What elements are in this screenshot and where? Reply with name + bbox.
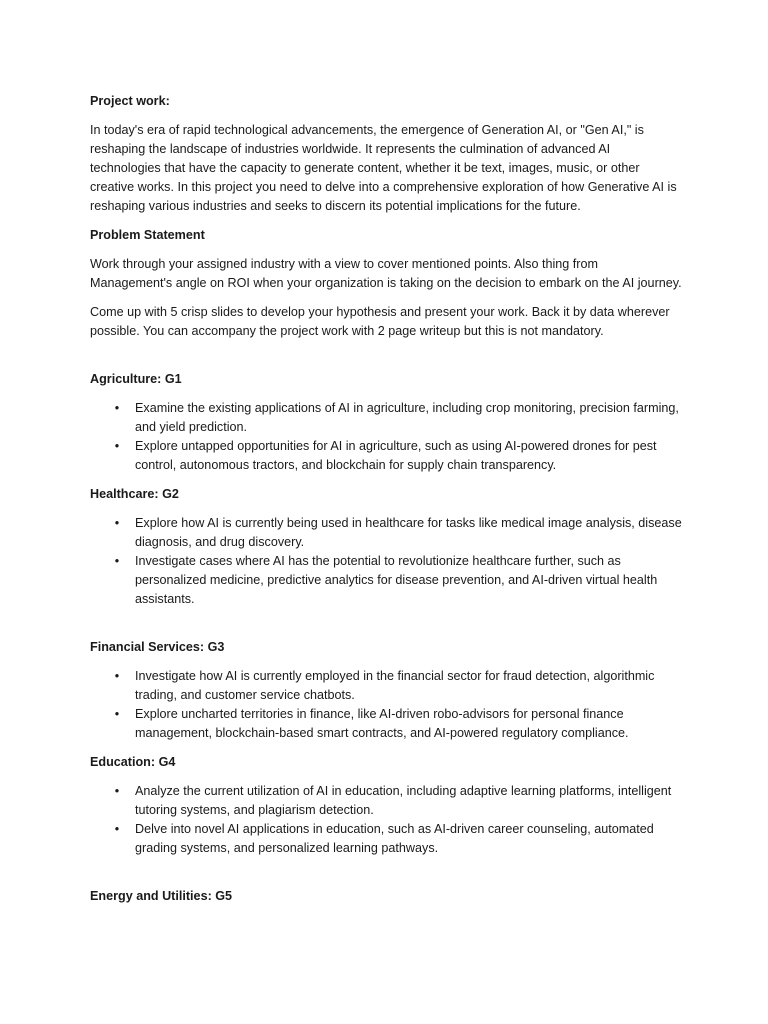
section-heading: Education: G4 [90,755,176,769]
list-item [90,514,682,552]
bullet-icon: • [114,822,120,836]
section-financial-services [90,638,682,743]
section-heading: Healthcare: G2 [90,487,179,501]
bullet-icon: • [114,439,120,453]
bullet-list [90,399,682,475]
list-item-text: Delve into novel AI applications in education, such as AI-driven career counseling, automated grading systems, and personalized learning pathways. [135,822,654,855]
section-healthcare [90,485,682,609]
section-heading: Agriculture: G1 [90,372,182,386]
section-energy-utilities [90,887,682,906]
problem-paragraph-1: Work through your assigned industry with a view to cover mentioned points. Also thing from Management's angle on ROI when your organization is taking on the decision to embark on the AI journey. [90,257,682,290]
bullet-list [90,782,682,858]
bullet-icon: • [114,669,120,683]
list-item [90,782,682,820]
list-item-text: Investigate how AI is currently employed in the financial sector for fraud detection, algorithmic trading, and customer service chatbots. [135,669,655,702]
list-item-text: Investigate cases where AI has the potential to revolutionize healthcare further, such as personalized medicine, predictive analytics for disease prevention, and AI-driven virtual health assistants. [135,554,658,606]
list-item [90,667,682,705]
list-item [90,437,682,475]
document-page [90,92,682,906]
bullet-list [90,514,682,609]
bullet-icon: • [114,554,120,568]
project-intro: In today's era of rapid technological advancements, the emergence of Generation AI, or "Gen AI," is reshaping the landscape of industries worldwide. It represents the culmination of advanced AI technologies that have the capacity to generate content, whether it be text, images, music, or other creative works. In this project you need to delve into a comprehensive exploration of how Generative AI is reshaping various industries and seeks to discern its potential implications for the future. [90,123,677,213]
problem-heading: Problem Statement [90,228,205,242]
project-heading: Project work: [90,94,170,108]
list-item-text: Examine the existing applications of AI in agriculture, including crop monitoring, precision farming, and yield prediction. [135,401,679,434]
list-item [90,820,682,858]
list-item [90,399,682,437]
bullet-icon: • [114,401,120,415]
list-item [90,705,682,743]
problem-paragraph-2: Come up with 5 crisp slides to develop your hypothesis and present your work. Back it by data wherever possible. You can accompany the project work with 2 page writeup but this is not mandatory. [90,305,670,338]
bullet-icon: • [114,707,120,721]
section-education [90,753,682,858]
list-item-text: Explore how AI is currently being used in healthcare for tasks like medical image analysis, disease diagnosis, and drug discovery. [135,516,682,549]
section-heading: Financial Services: G3 [90,640,225,654]
bullet-list [90,667,682,743]
list-item-text: Explore untapped opportunities for AI in agriculture, such as using AI-powered drones for pest control, autonomous tractors, and blockchain for supply chain transparency. [135,439,657,472]
list-item [90,552,682,609]
list-item-text: Explore uncharted territories in finance, like AI-driven robo-advisors for personal finance management, blockchain-based smart contracts, and AI-powered regulatory compliance. [135,707,629,740]
bullet-icon: • [114,784,120,798]
list-item-text: Analyze the current utilization of AI in education, including adaptive learning platforms, intelligent tutoring systems, and plagiarism detection. [135,784,672,817]
section-agriculture [90,370,682,475]
section-heading: Energy and Utilities: G5 [90,889,233,903]
bullet-icon: • [114,516,120,530]
